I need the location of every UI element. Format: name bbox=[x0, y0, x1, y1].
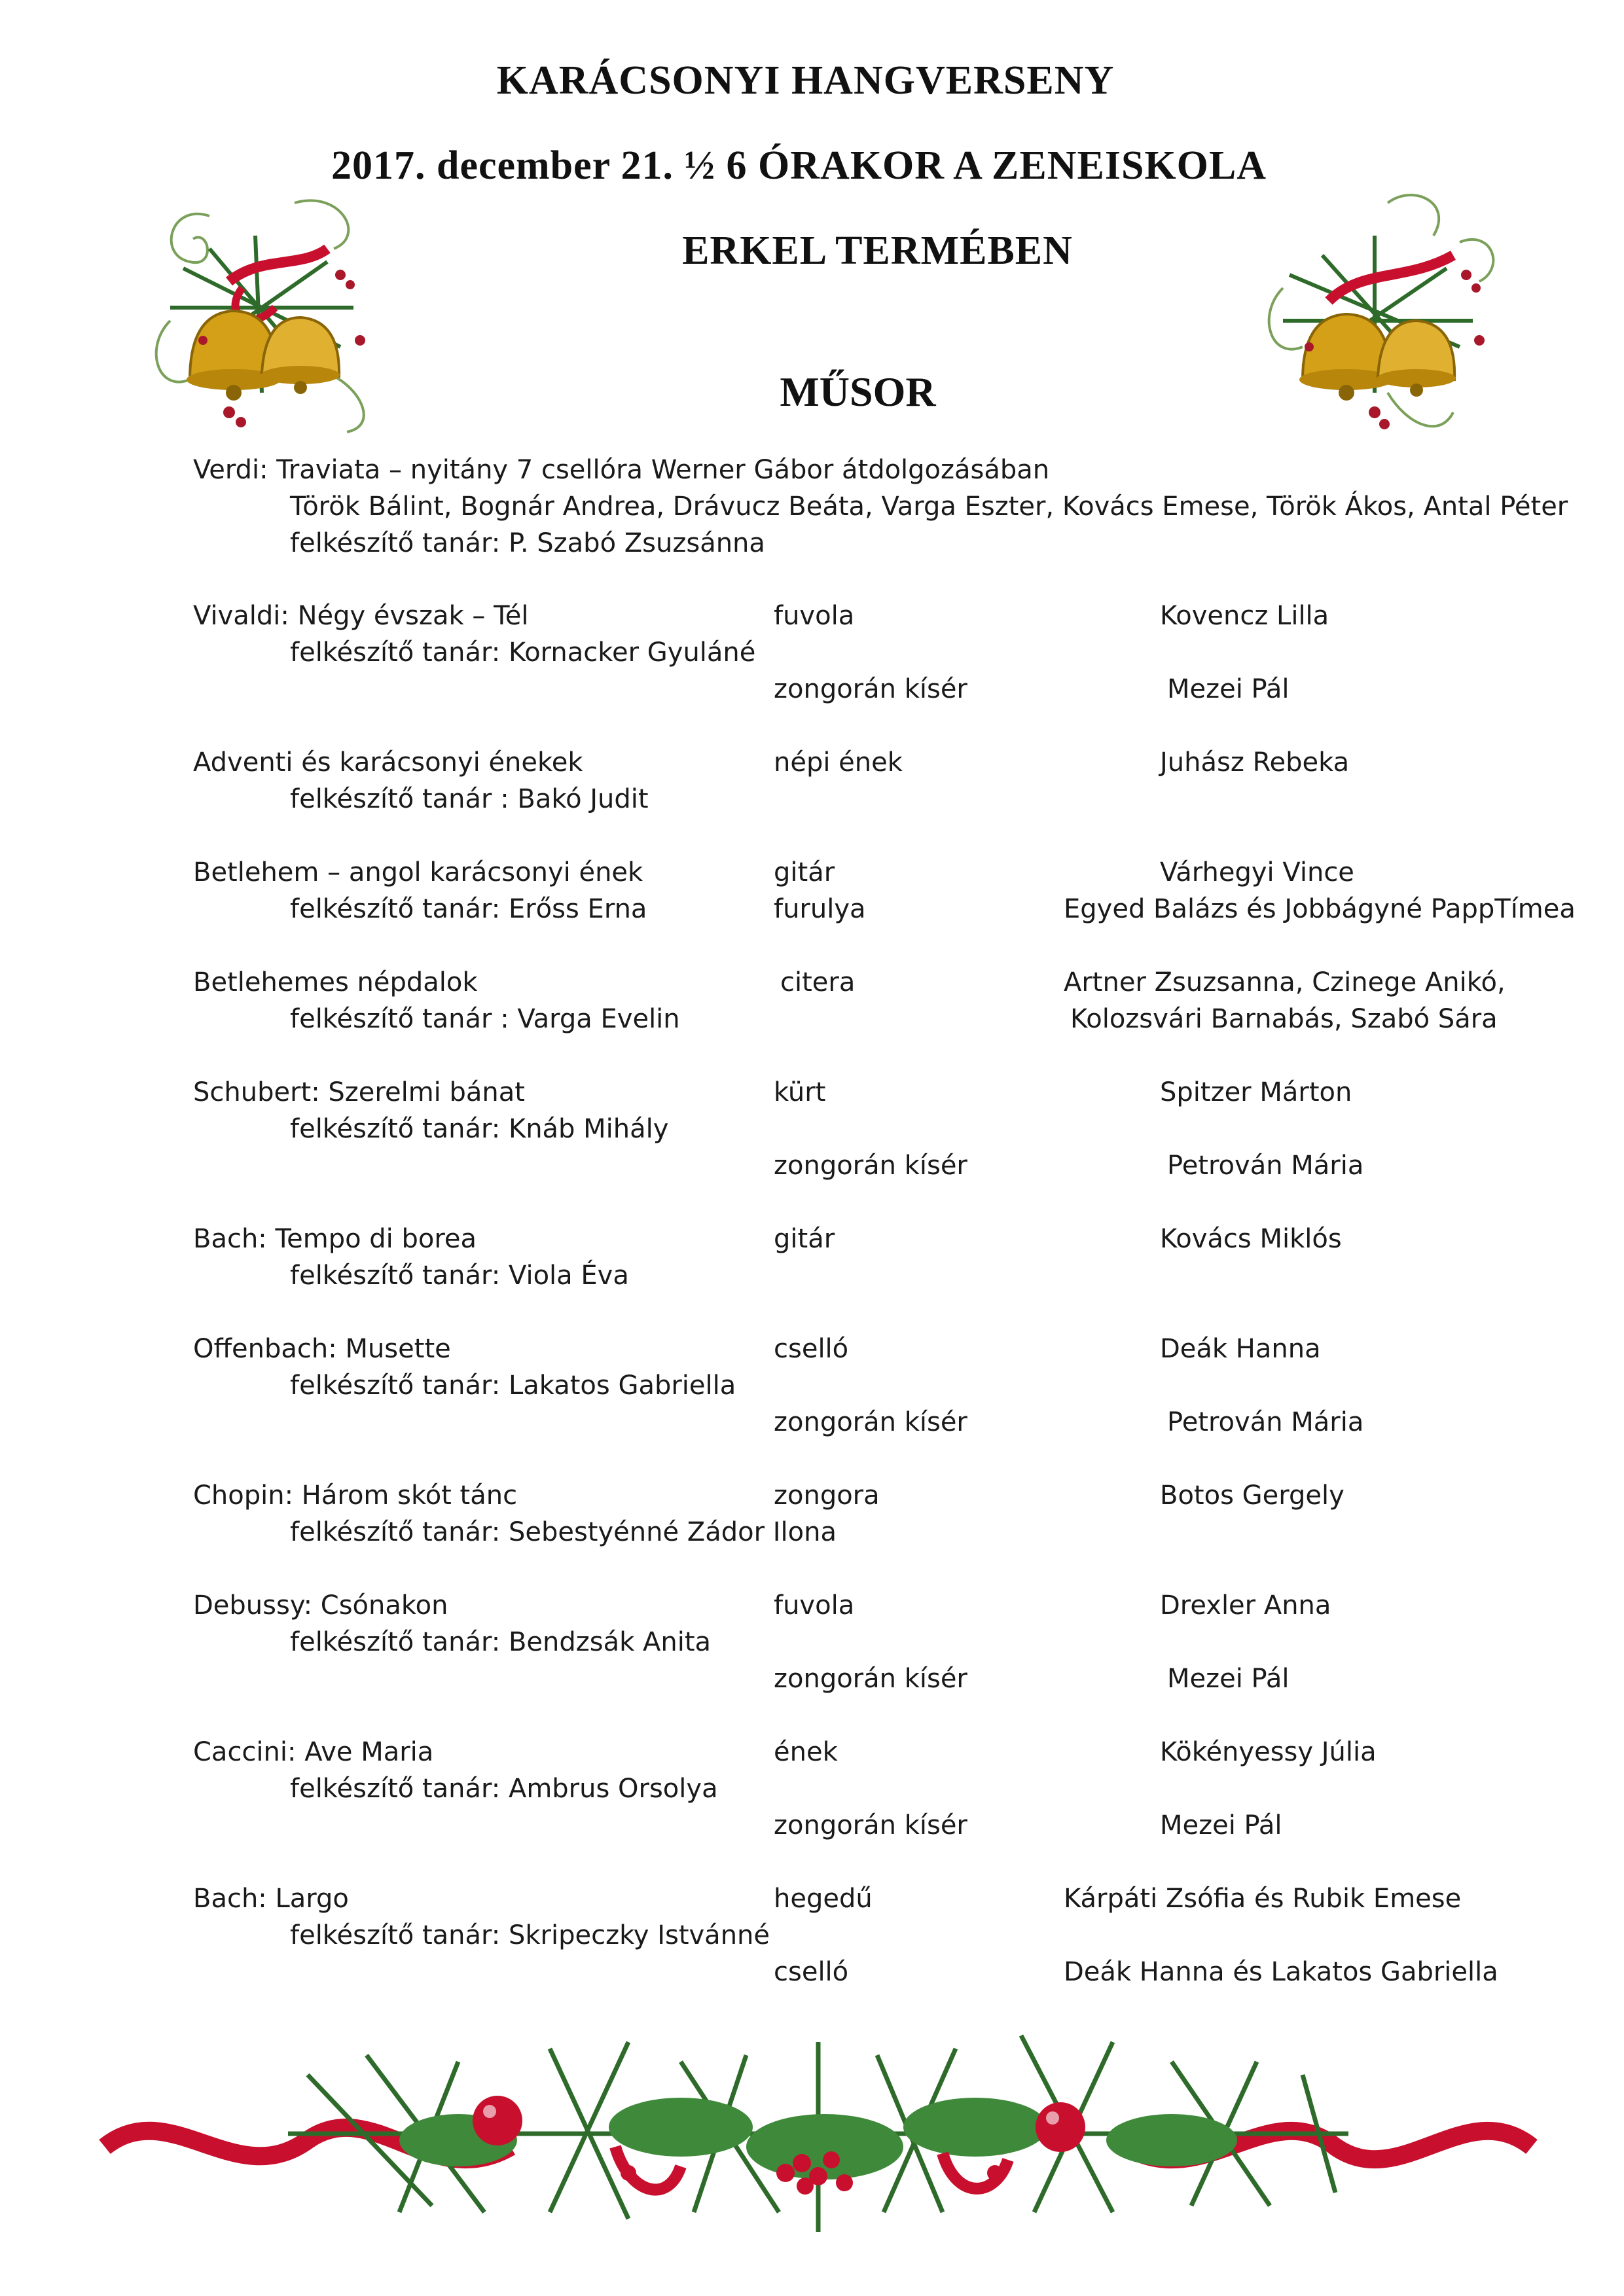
item-performer: Kökényessy Júlia bbox=[1160, 1737, 1377, 1767]
item-teacher: felkészítő tanár: Lakatos Gabriella bbox=[290, 1371, 736, 1401]
concert-venue: ERKEL TERMÉBEN bbox=[682, 228, 1073, 273]
item-piece: Betlehem – angol karácsonyi ének bbox=[193, 857, 643, 888]
item-instrument-2: furulya bbox=[774, 894, 866, 924]
program-heading: MŰSOR bbox=[780, 368, 936, 415]
item-performer: Várhegyi Vince bbox=[1160, 857, 1354, 888]
item-performer: Kovács Miklós bbox=[1160, 1224, 1342, 1254]
item-accompanist: Mezei Pál bbox=[1167, 674, 1290, 704]
christmas-bells-icon bbox=[1244, 177, 1519, 465]
item-accompanist: Mezei Pál bbox=[1160, 1810, 1282, 1840]
item-piece: Vivaldi: Négy évszak – Tél bbox=[193, 601, 529, 631]
intro-performers: Török Bálint, Bognár Andrea, Drávucz Beáta, Varga Eszter, Kovács Emese, Török Ákos, Antal Péter bbox=[290, 492, 1568, 522]
item-piece: Betlehemes népdalok bbox=[193, 967, 478, 997]
item-performer-2: Egyed Balázs és Jobbágyné PappTímea bbox=[1064, 894, 1576, 924]
item-teacher: felkészítő tanár: Ambrus Orsolya bbox=[290, 1774, 718, 1804]
item-performer: Kovencz Lilla bbox=[1160, 601, 1329, 631]
item-teacher: felkészítő tanár: Skripeczky Istvánné bbox=[290, 1920, 770, 1950]
item-instrument: ének bbox=[774, 1737, 838, 1767]
item-performer: Deák Hanna bbox=[1160, 1334, 1321, 1364]
concert-date: 2017. december 21. ½ 6 ÓRAKOR A ZENEISKOLA bbox=[331, 143, 1267, 188]
item-teacher: felkészítő tanár: Knáb Mihály bbox=[290, 1114, 669, 1144]
christmas-bells-icon bbox=[131, 177, 406, 452]
item-teacher: felkészítő tanár: Viola Éva bbox=[290, 1261, 629, 1291]
item-instrument: gitár bbox=[774, 857, 835, 888]
item-piece: Offenbach: Musette bbox=[193, 1334, 451, 1364]
item-piece: Debussy: Csónakon bbox=[193, 1590, 448, 1621]
item-piece: Bach: Tempo di borea bbox=[193, 1224, 477, 1254]
item-instrument: citera bbox=[780, 967, 856, 997]
item-instrument: fuvola bbox=[774, 601, 855, 631]
item-performer: Kárpáti Zsófia és Rubik Emese bbox=[1064, 1884, 1462, 1914]
item-performer: Botos Gergely bbox=[1160, 1480, 1344, 1511]
item-piece: Adventi és karácsonyi énekek bbox=[193, 747, 583, 778]
item-accompanist: Petrován Mária bbox=[1167, 1151, 1364, 1181]
item-performer-2: Deák Hanna és Lakatos Gabriella bbox=[1064, 1957, 1498, 1987]
christmas-garland-icon bbox=[92, 1996, 1545, 2271]
item-instrument: gitár bbox=[774, 1224, 835, 1254]
concert-title: KARÁCSONYI HANGVERSENY bbox=[496, 58, 1115, 103]
item-instrument: fuvola bbox=[774, 1590, 855, 1621]
item-instrument: népi ének bbox=[774, 747, 903, 778]
intro-teacher: felkészítő tanár: P. Szabó Zsuzsánna bbox=[290, 528, 765, 558]
item-instrument: zongora bbox=[774, 1480, 880, 1511]
item-teacher: felkészítő tanár: Kornacker Gyuláné bbox=[290, 637, 756, 668]
item-piece: Bach: Largo bbox=[193, 1884, 349, 1914]
item-accompaniment: zongorán kísér bbox=[774, 674, 967, 704]
item-performer-2: Kolozsvári Barnabás, Szabó Sára bbox=[1070, 1004, 1498, 1034]
item-teacher: felkészítő tanár : Varga Evelin bbox=[290, 1004, 680, 1034]
item-teacher: felkészítő tanár: Sebestyénné Zádor Ilona bbox=[290, 1517, 837, 1547]
item-accompaniment: zongorán kísér bbox=[774, 1664, 967, 1694]
item-instrument-2: cselló bbox=[774, 1957, 849, 1987]
item-accompaniment: zongorán kísér bbox=[774, 1151, 967, 1181]
item-teacher: felkészítő tanár: Erőss Erna bbox=[290, 894, 647, 924]
item-accompaniment: zongorán kísér bbox=[774, 1407, 967, 1437]
item-accompanist: Petrován Mária bbox=[1167, 1407, 1364, 1437]
item-piece: Chopin: Három skót tánc bbox=[193, 1480, 518, 1511]
item-piece: Caccini: Ave Maria bbox=[193, 1737, 434, 1767]
item-performer: Juhász Rebeka bbox=[1160, 747, 1350, 778]
item-performer: Drexler Anna bbox=[1160, 1590, 1331, 1621]
item-teacher: felkészítő tanár : Bakó Judit bbox=[290, 784, 649, 814]
item-teacher: felkészítő tanár: Bendzsák Anita bbox=[290, 1627, 712, 1657]
item-accompaniment: zongorán kísér bbox=[774, 1810, 967, 1840]
item-piece: Schubert: Szerelmi bánat bbox=[193, 1077, 525, 1107]
intro-piece: Verdi: Traviata – nyitány 7 csellóra Werner Gábor átdolgozásában bbox=[193, 455, 1050, 485]
item-instrument: hegedű bbox=[774, 1884, 873, 1914]
item-performer: Artner Zsuzsanna, Czinege Anikó, bbox=[1064, 967, 1506, 997]
item-accompanist: Mezei Pál bbox=[1167, 1664, 1290, 1694]
item-instrument: kürt bbox=[774, 1077, 826, 1107]
item-instrument: cselló bbox=[774, 1334, 849, 1364]
item-performer: Spitzer Márton bbox=[1160, 1077, 1352, 1107]
